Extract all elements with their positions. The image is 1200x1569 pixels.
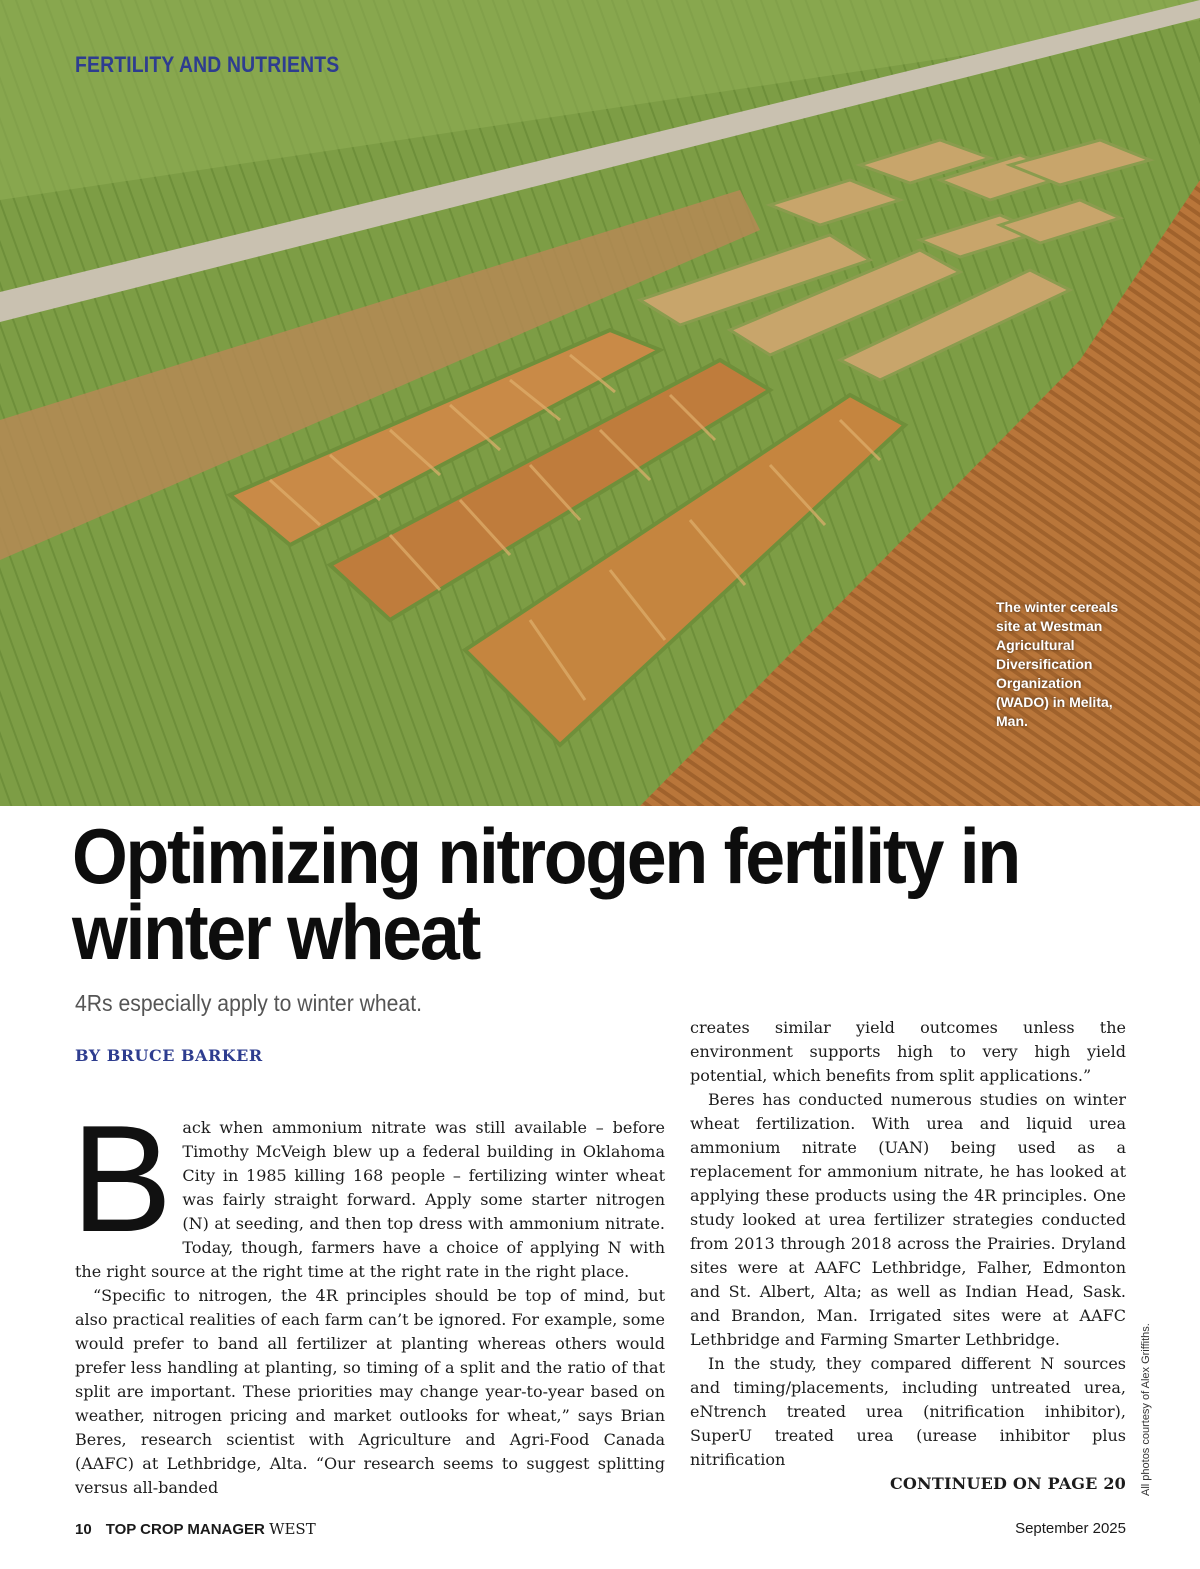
paragraph-1-text: ack when ammonium nitrate was still available – before Timothy McVeigh blew up a federal building in Oklahoma City in 1985 killing 168 people – fertilizing winter wheat was fairly straight forward. Apply some starter nitrogen (N) at seeding, and then top dress with ammonium nitrate. Today, though, farmers have a choice of applying N with the right source at the right time at the right rate in the right place. (75, 1118, 665, 1281)
paragraph-5: In the study, they compared different N sources and timing/placements, including untreated urea, eNtrench treated urea (nitrification inhibitor), SuperU treated urea (urease inhibitor plus nitrification (690, 1354, 1126, 1469)
body-column-right (690, 1016, 1126, 1496)
publication-name: TOP CROP MANAGER (105, 1521, 265, 1538)
continued-link[interactable]: CONTINUED ON PAGE 20 (889, 1474, 1126, 1493)
body-column-left (71, 1094, 665, 1500)
article-deck: 4Rs especially apply to winter wheat. (75, 990, 422, 1016)
paragraph-1 (71, 1094, 665, 1284)
drop-cap: B (71, 1094, 173, 1264)
article-headline: Optimizing nitrogen fertility in winter wheat (72, 812, 1019, 976)
photo-caption: The winter cereals site at Westman Agricultural Diversification Organization (WADO) in Melita, Man. (996, 599, 1119, 729)
byline: BY BRUCE BARKER (75, 1046, 263, 1065)
paragraph-2: “Specific to nitrogen, the 4R principles should be top of mind, but also practical realities of each farm can’t be ignored. For example, some would prefer to band all fertilizer at planting whereas others would prefer less handling at planting, so timing of a split and the ratio of that split are important. These priorities may change year-to-year based on weather, nitrogen pricing and market outlooks for wheat,” says Brian Beres, research scientist with Agriculture and Agri-Food Canada (AAFC) at Lethbridge, Alta. “Our research seems to suggest splitting versus all-banded (75, 1286, 665, 1497)
publication-edition: WEST (269, 1520, 316, 1538)
paragraph-3: creates similar yield outcomes unless the environment supports high to very high yield potential, which benefits from split applications.” (690, 1018, 1126, 1085)
paragraph-4: Beres has conducted numerous studies on winter wheat fertilization. With urea and liquid urea ammonium nitrate (UAN) being used as a replacement for ammonium nitrate, he has looked at applying these products using the 4R principles. One study looked at urea fertilizer strategies conducted from 2013 through 2018 across the Prairies. Dryland sites were at AAFC Lethbridge, Falher, Edmonton and St. Albert, Alta; as well as Indian Head, Sask. and Brandon, Man. Irrigated sites were at AAFC Lethbridge and Farming Smarter Lethbridge. (690, 1090, 1126, 1349)
page-number: 10 (75, 1521, 92, 1538)
section-label: FERTILITY AND NUTRIENTS (75, 52, 340, 77)
issue-date: September 2025 (1015, 1520, 1126, 1537)
photo-credit: All photos courtesy of Alex Griffiths. (1140, 1323, 1152, 1496)
